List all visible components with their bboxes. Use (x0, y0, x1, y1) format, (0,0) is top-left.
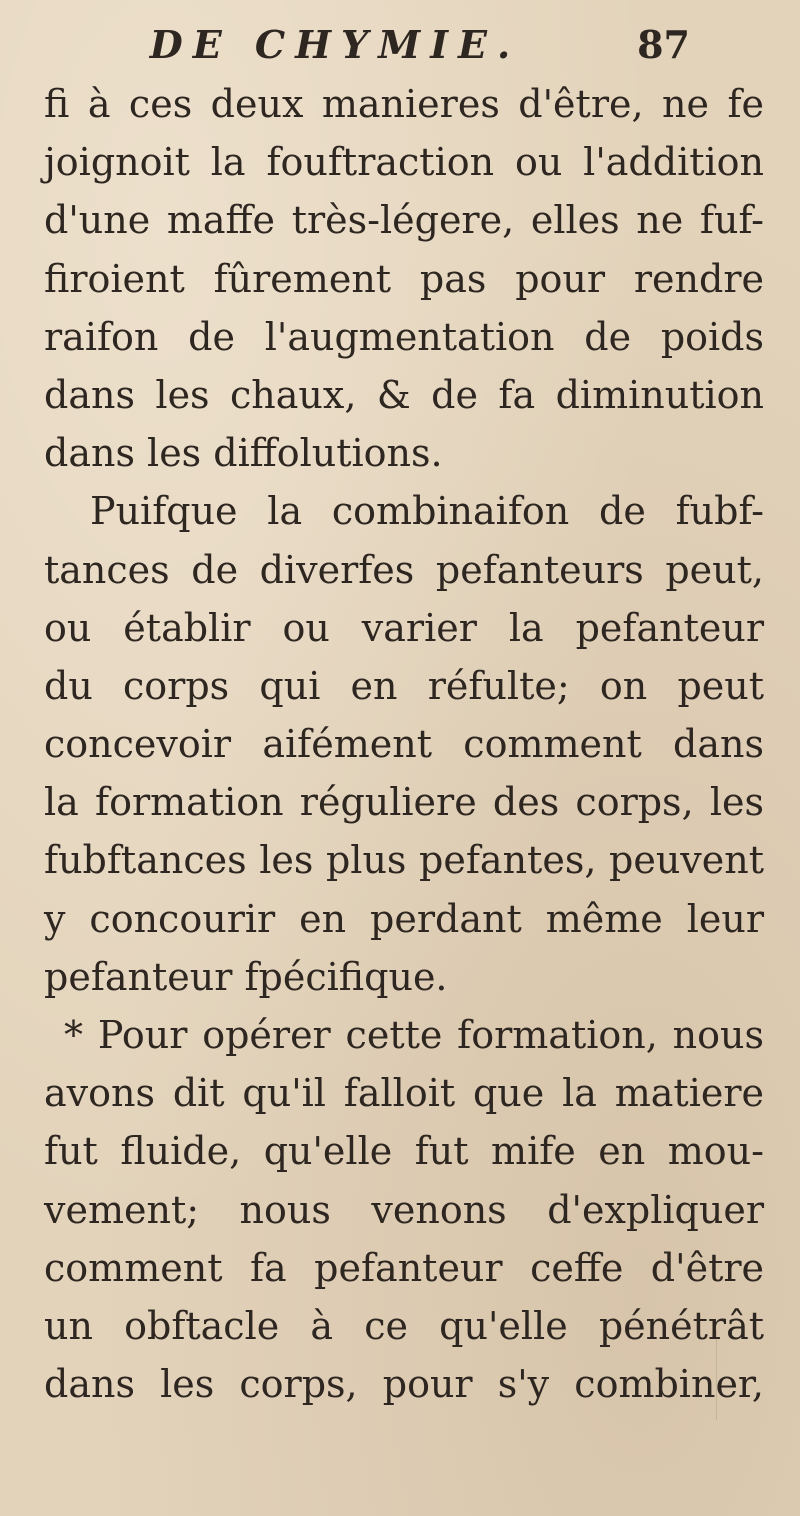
text-line: dans les corps, pour s'y combiner, (44, 1362, 764, 1407)
page-crease (716, 1330, 717, 1420)
text-line: fi à ces deux manieres d'être, ne fe (44, 82, 764, 126)
running-head: DE CHYMIE. (149, 22, 521, 67)
page-header (0, 22, 800, 82)
text-line: avons dit qu'il falloit que la matiere (44, 1071, 764, 1116)
text-line: du corps qui en réfulte; on peut (44, 663, 764, 708)
body-text (44, 75, 764, 1413)
text-line: d'une maffe très-légere, elles ne fuf- (44, 198, 764, 243)
text-line: raifon de l'augmentation de poids (44, 314, 764, 359)
text-line: pefanteur fpécifique. (44, 954, 448, 999)
text-line: un obftacle à ce qu'elle pénétrât (44, 1303, 764, 1348)
text-line: comment fa pefanteur ceffe d'être (44, 1245, 764, 1290)
text-line: la formation réguliere des corps, les (44, 780, 764, 825)
text-line: vement; nous venons d'expliquer (44, 1187, 764, 1232)
text-line: fut fluide, qu'elle fut mife en mou- (44, 1129, 764, 1174)
text-line: y concourir en perdant même leur (44, 896, 764, 941)
text-line: Puifque la combinaifon de fubf- (90, 489, 764, 534)
text-line: concevoir aifément comment dans (44, 722, 764, 767)
text-line: * Pour opérer cette formation, nous (64, 1013, 764, 1057)
text-line: dans les chaux, & de fa diminution (44, 372, 764, 417)
text-line: joignoit la fouftraction ou l'addition (44, 140, 764, 185)
text-line: dans les diffolutions. (44, 431, 443, 476)
text-line: tances de diverfes pefanteurs peut, (44, 547, 764, 592)
text-line: ou établir ou varier la pefanteur (44, 605, 764, 650)
page-number: 87 (637, 22, 690, 67)
text-line: fubftances les plus pefantes, peuvent (44, 838, 764, 883)
text-line: firoient fûrement pas pour rendre (44, 256, 764, 301)
